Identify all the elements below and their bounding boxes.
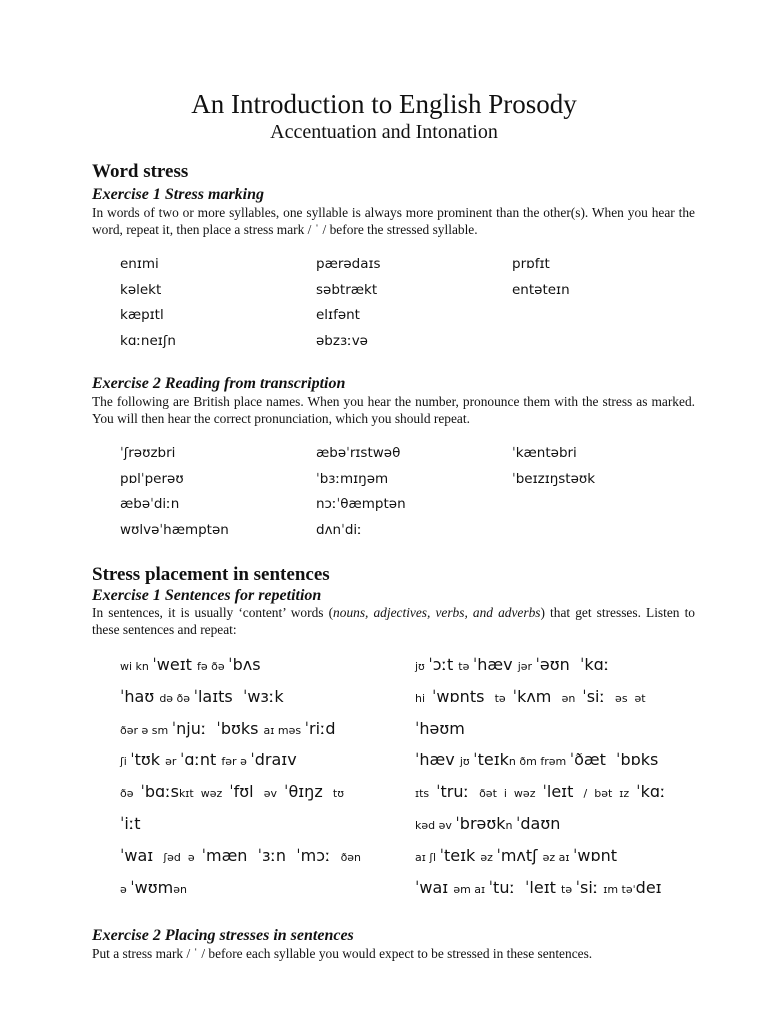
stressed-segment: ˈθɪŋz xyxy=(284,782,333,802)
stressed-segment: ˈdraɪv xyxy=(250,750,297,770)
stressed-segment: ˈbrəʊk xyxy=(455,813,506,833)
unstressed-segment: ən xyxy=(561,691,583,705)
sentence-transcription xyxy=(415,814,710,846)
sentence-transcription xyxy=(120,719,415,751)
stressed-segment: ˈmʌtʃ xyxy=(496,845,543,865)
stressed-segment: ˈəʊn ˈkɑː xyxy=(535,655,610,674)
unstressed-segment: tʊ xyxy=(332,787,344,801)
exercise-instructions-placing-stresses: Put a stress mark / ˈ / before each syllable you would expect to be stressed in these sentences. xyxy=(92,946,593,961)
sentence-transcription xyxy=(120,655,415,687)
word-item: enɪmi xyxy=(120,256,159,272)
exercise-title-placing-stresses: Exercise 2 Placing stresses in sentences xyxy=(92,927,354,944)
word-item: prɒfɪt xyxy=(512,256,550,272)
unstressed-segment: əz xyxy=(480,850,497,864)
unstressed-segment: ðən xyxy=(340,850,362,864)
stressed-segment: ˈwaɪ xyxy=(120,845,164,865)
word-item: ˈkæntəbri xyxy=(512,445,577,461)
stressed-segment: ˈteɪk xyxy=(439,845,481,865)
unstressed-segment: ʃi xyxy=(120,755,131,769)
word-item: æbəˈrɪstwəθ xyxy=(316,445,401,461)
word-item xyxy=(512,495,680,521)
stressed-segment: ˈsiː xyxy=(575,877,604,897)
unstressed-segment: də ðə xyxy=(159,691,194,705)
word-item: əbzɜːvə xyxy=(316,332,368,349)
stressed-segment: ˈfʊl xyxy=(229,782,264,802)
unstressed-segment: jʊ xyxy=(415,660,429,673)
stressed-segment: ˈnjuː ˈbʊks xyxy=(171,718,264,738)
word-list-place-names xyxy=(120,444,680,546)
word-item xyxy=(512,521,680,547)
unstressed-segment: əs ət xyxy=(615,691,646,705)
instructions-emphasis: nouns, adjectives, verbs, and adverbs xyxy=(333,605,541,620)
stressed-segment: ˈkʌm xyxy=(512,686,562,706)
unstressed-segment: wi kn xyxy=(120,660,153,673)
exercise-instructions-sentences-repetition xyxy=(92,605,695,638)
unstressed-segment: əz aɪ xyxy=(542,850,573,864)
sentence-transcription xyxy=(415,846,710,878)
stressed-segment: ˈmæn ˈɜːn ˈmɔː xyxy=(201,845,341,865)
word-item xyxy=(512,306,680,332)
word-item: kɑːneɪʃn xyxy=(120,332,176,349)
stressed-segment: deɪ xyxy=(635,877,662,897)
word-item: kəlekt xyxy=(120,281,162,298)
word-item: entəteɪn xyxy=(512,281,570,298)
word-item: kæpɪtl xyxy=(120,307,164,323)
unstressed-segment: jər xyxy=(517,660,536,673)
stressed-segment: ˈiːt xyxy=(120,813,141,833)
instructions-text-a: In sentences, it is usually ‘content’ words ( xyxy=(92,605,334,620)
stressed-segment: ˈwɒnts xyxy=(432,686,495,706)
word-item: pɒlˈperəʊ xyxy=(120,470,184,487)
word-item: nɔːˈθæmptən xyxy=(316,496,406,512)
stressed-segment: ˈɑːnt xyxy=(179,750,222,770)
unstressed-segment: fə ðə xyxy=(197,660,229,673)
sentence-transcription xyxy=(415,878,710,910)
word-item: səbtrækt xyxy=(316,281,378,298)
unstressed-segment: jʊ xyxy=(459,755,474,769)
stressed-segment: ˈteɪk xyxy=(473,750,509,770)
exercise-instructions-stress-marking: In words of two or more syllables, one syllable is always more prominent than the other(s). When you hear the word, repeat it, then place a stress mark / ˈ / before the stressed syllable. xyxy=(92,205,695,237)
sentence-transcription xyxy=(415,687,710,719)
exercise-title-reading-transcription: Exercise 2 Reading from transcription xyxy=(92,375,346,392)
stressed-segment: ˈðæt ˈbɒks xyxy=(569,750,659,770)
unstressed-segment: aɪ məs xyxy=(263,723,305,737)
sentence-transcription xyxy=(120,750,415,782)
word-item: pærədaɪs xyxy=(316,256,381,272)
stressed-segment: ˈwaɪ xyxy=(415,877,454,897)
unstressed-segment: əm aɪ xyxy=(453,882,489,896)
stressed-segment: ˈhæv xyxy=(472,655,518,674)
stressed-segment: ˈbʌs xyxy=(228,655,261,674)
exercise-title-sentences-repetition: Exercise 1 Sentences for repetition xyxy=(92,587,322,604)
unstressed-segment: əv xyxy=(263,787,285,801)
unstressed-segment: fər ə xyxy=(221,755,251,769)
stressed-segment: ˈsiː xyxy=(582,686,616,706)
document-title: An Introduction to English Prosody xyxy=(191,89,577,119)
stressed-segment: ˈbɑːs xyxy=(140,782,179,802)
word-item: wʊlvəˈhæmptən xyxy=(120,521,229,538)
stressed-segment: ˈlaɪts ˈwɜːk xyxy=(193,686,284,706)
unstressed-segment: n ðm frəm xyxy=(508,755,570,769)
unstressed-segment: ðər ə sm xyxy=(120,723,172,737)
sentence-transcription xyxy=(120,846,415,878)
stressed-segment: ˈdaʊn xyxy=(515,813,561,833)
sentence-transcription xyxy=(120,687,415,719)
unstressed-segment: ðə xyxy=(120,787,141,801)
unstressed-segment: tə xyxy=(458,660,473,673)
word-item: ˈbɜːmɪŋəm xyxy=(316,470,389,487)
stressed-segment: ˈleɪt xyxy=(542,782,584,802)
stressed-segment: ˈhaʊ xyxy=(120,686,160,706)
unstressed-segment: ən xyxy=(173,882,187,896)
unstressed-segment: n xyxy=(505,818,516,832)
stressed-segment: ˈhæv xyxy=(415,750,460,770)
word-item: ˈʃrəʊzbri xyxy=(120,445,176,461)
stressed-segment: ˈtuː ˈleɪt xyxy=(488,877,562,897)
stressed-segment: ˈtʊk xyxy=(130,750,166,770)
word-item xyxy=(512,332,680,358)
sentence-transcription xyxy=(415,750,710,782)
sentence-transcription xyxy=(120,878,415,910)
unstressed-segment: ər xyxy=(165,755,180,769)
unstressed-segment: / bət ɪz xyxy=(583,787,637,801)
unstressed-segment: hi xyxy=(415,691,433,705)
stressed-segment: ˈtruː xyxy=(436,782,480,802)
instructions-text-b: ) that get stresses. Listen to these sentences and repeat: xyxy=(92,605,695,637)
word-list-stress-marking xyxy=(120,255,680,357)
unstressed-segment: tə xyxy=(561,882,576,896)
word-item: elɪfənt xyxy=(316,307,360,323)
unstressed-segment: ðət i wəz xyxy=(479,787,543,801)
exercise-instructions-reading-transcription: The following are British place names. When you hear the number, pronounce them with the stress as marked. You will then hear the correct pronunciation, which you should repeat. xyxy=(92,394,695,426)
stressed-segment: ˈwɒnt xyxy=(573,845,618,865)
unstressed-segment: ɪm təˈ xyxy=(603,882,636,896)
sentence-transcription xyxy=(120,814,415,846)
sentence-list xyxy=(120,655,710,909)
stressed-segment: ˈweɪt xyxy=(152,655,198,674)
unstressed-segment: aɪ ʃl xyxy=(415,850,440,864)
stressed-segment: ˈkɑː xyxy=(636,782,666,802)
sentence-transcription xyxy=(120,782,415,814)
word-item: dʌnˈdiː xyxy=(316,521,362,538)
stressed-segment: ˈriːd xyxy=(304,718,336,738)
exercise-title-stress-marking: Exercise 1 Stress marking xyxy=(92,186,265,203)
sentence-transcription xyxy=(415,719,710,751)
stressed-segment: ˈwʊm xyxy=(130,877,174,897)
word-item: æbəˈdiːn xyxy=(120,496,180,512)
unstressed-segment: ə xyxy=(120,882,131,896)
section-heading-word-stress: Word stress xyxy=(92,161,189,182)
unstressed-segment: kəd əv xyxy=(415,818,456,832)
sentence-transcription xyxy=(415,655,710,687)
unstressed-segment: tə xyxy=(494,691,513,705)
section-heading-stress-placement: Stress placement in sentences xyxy=(92,564,330,585)
unstressed-segment: kɪt wəz xyxy=(178,787,230,801)
document-subtitle: Accentuation and Intonation xyxy=(270,121,498,143)
word-item: ˈbeɪzɪŋstəʊk xyxy=(512,470,596,487)
sentence-transcription xyxy=(415,782,710,814)
stressed-segment: ˈɔːt xyxy=(428,655,459,674)
stressed-segment: ˈhəʊm xyxy=(415,718,465,738)
unstressed-segment: ɪts xyxy=(415,787,437,801)
unstressed-segment: ʃəd ə xyxy=(163,850,202,864)
